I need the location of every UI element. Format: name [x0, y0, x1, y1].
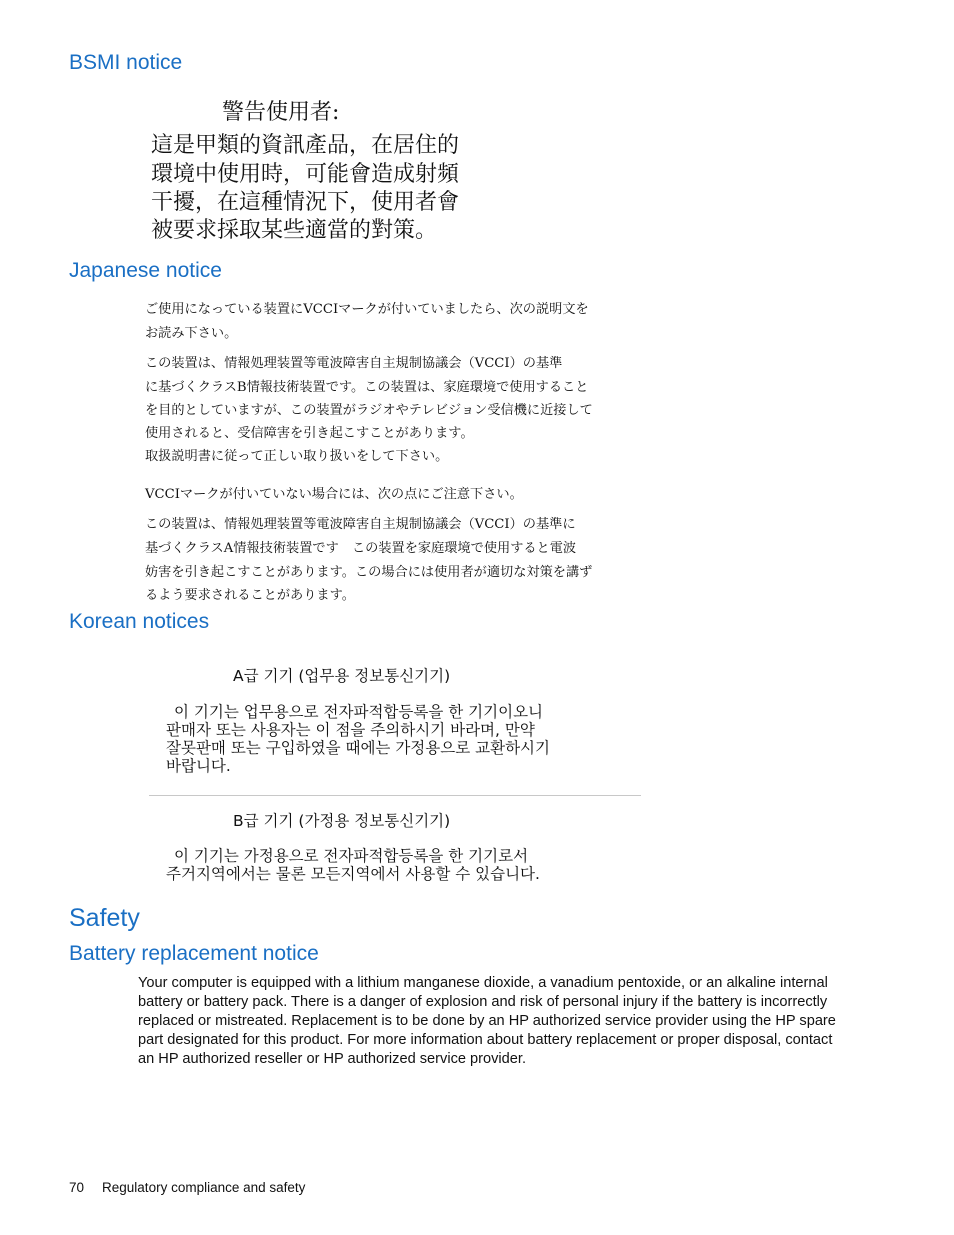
japanese-line: 取扱説明書に従って正しい取り扱いをして下さい。 — [145, 449, 449, 464]
japanese-line: 基づくクラスA情報技術装置です この装置を家庭環境で使用すると電波 — [145, 541, 577, 556]
japanese-line: を目的としていますが、この装置がラジオやテレビジョン受信機に近接して — [145, 403, 593, 418]
page-number: 70 — [69, 1180, 85, 1195]
battery-replacement-paragraph: Your computer is equipped with a lithium manganese dioxide, a vanadium pentoxide, or an alkaline internal battery or battery pack. There is a danger of explosion and risk of personal injury if the battery is incorrectly replaced or mistreated. Replacement is to be done by an HP authorized service provider using the HP spare part designated for this product. For more information about battery replacement or proper disposal, contact an HP authorized reseller or HP authorized service provider. — [138, 975, 836, 1067]
korean-class-b-line: 이 기기는 가정용으로 전자파적합등록을 한 기기로서 — [174, 847, 529, 865]
japanese-line: この装置は、情報処理装置等電波障害自主規制協議会（VCCI）の基準 — [145, 356, 563, 371]
footer-section-title: Regulatory compliance and safety — [102, 1180, 306, 1195]
japanese-line: ご使用になっている装置にVCCIマークが付いていましたら、次の説明文を — [145, 302, 589, 317]
japanese-line: 妨害を引き起こすことがあります。この場合には使用者が適切な対策を講ず — [145, 565, 593, 580]
korean-class-a-line: 잘못판매 또는 구입하였을 때에는 가정용으로 교환하시기 — [166, 739, 550, 757]
korean-class-a-title: A급 기기 (업무용 정보통신기기) — [233, 667, 451, 685]
korean-class-a-line: 판매자 또는 사용자는 이 점을 주의하시기 바라며, 만약 — [166, 721, 535, 739]
bsmi-line: 警告使用者: — [222, 100, 340, 125]
korean-divider — [149, 795, 641, 796]
battery-replacement-heading: Battery replacement notice — [69, 942, 319, 965]
bsmi-line: 被要求採取某些適當的對策。 — [151, 218, 438, 243]
korean-class-b-line: 주거지역에서는 물론 모든지역에서 사용할 수 있습니다. — [166, 865, 540, 883]
korean-class-a-line: 바랍니다. — [166, 757, 231, 775]
japanese-line: この装置は、情報処理装置等電波障害自主規制協議会（VCCI）の基準に — [145, 517, 576, 532]
korean-class-b-title: B급 기기 (가정용 정보통신기기) — [233, 812, 451, 830]
bsmi-line: 這是甲類的資訊產品，在居住的 — [151, 133, 460, 158]
japanese-line: VCCIマークが付いていない場合には、次の点にご注意下さい。 — [145, 487, 523, 502]
page-footer — [69, 1180, 305, 1195]
japanese-notice-heading: Japanese notice — [69, 259, 222, 282]
bsmi-line: 環境中使用時，可能會造成射頻 — [151, 162, 460, 187]
korean-class-a-line: 이 기기는 업무용으로 전자파적합등록을 한 기기이오니 — [174, 703, 544, 721]
japanese-line: お読み下さい。 — [145, 326, 238, 341]
korean-notices-heading: Korean notices — [69, 610, 210, 633]
safety-heading: Safety — [69, 904, 140, 932]
bsmi-notice-heading: BSMI notice — [69, 51, 183, 74]
japanese-line: に基づくクラスB情報技術装置です。この装置は、家庭環境で使用すること — [145, 380, 589, 395]
bsmi-line: 干擾，在這種情況下，使用者會 — [151, 190, 460, 215]
japanese-line: るよう要求されることがあります。 — [145, 588, 355, 603]
japanese-line: 使用されると、受信障害を引き起こすことがあります。 — [145, 426, 474, 441]
